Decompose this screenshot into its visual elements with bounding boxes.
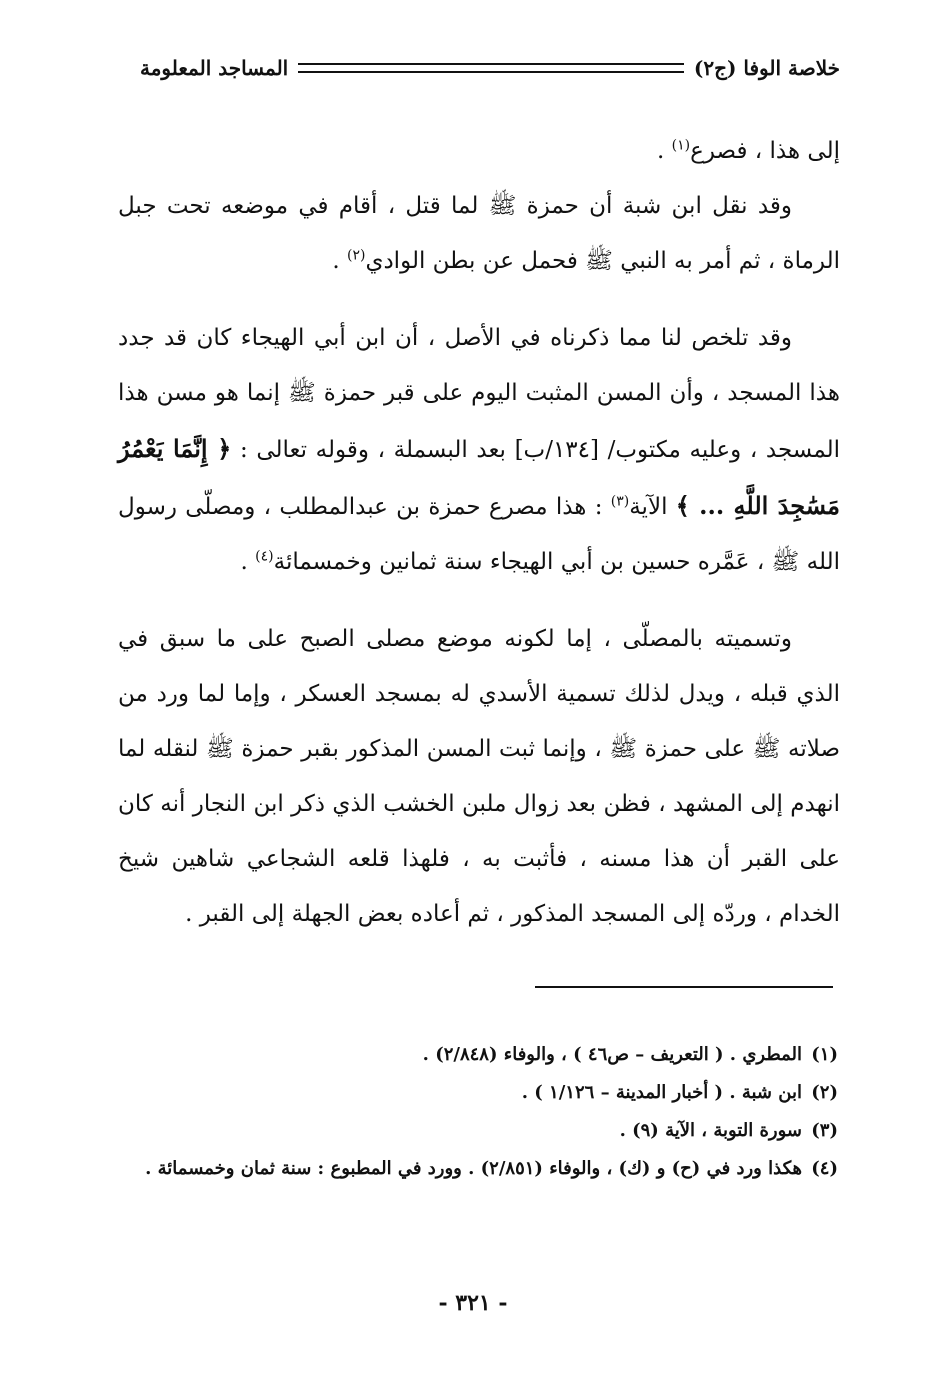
running-header bbox=[140, 48, 840, 88]
footnote-number: (٤) bbox=[811, 1158, 838, 1179]
footnotes bbox=[118, 1040, 838, 1192]
footnote-ref-3: (٣) bbox=[610, 493, 630, 510]
paragraph-3-text-a: وقد تلخص لنا مما ذكرناه في الأصل ، أن ابن أبي الهيجاء كان قد جدد هذا المسجد ، وأن المسن المثبت اليوم على قبر حمزة ﷺ إنما هو مسن هذا المسجد ، وعليه مكتوب/ [١٣٤/ب] بعد البسملة ، وقوله تعالى : bbox=[118, 325, 841, 463]
footnote-item bbox=[118, 1154, 838, 1192]
main-text bbox=[118, 124, 840, 942]
paragraph-4-text: وتسميته بالمصلّى ، إما لكونه موضع مصلى الصبح على ما سبق في الذي قبله ، ويدل لذلك تسمية الأسدي له بمسجد العسكر ، وإما لما ورد من صلاته ﷺ على حمزة ﷺ ، وإنما ثبت المسن المذكور بقبر حمزة ﷺ لنقله لما انهدم إلى المشهد ، فظن بعد زوال ملبن الخشب الذي ذكر ابن النجار أنه كان على القبر أن هذا مسنه ، فأثبت به ، فلهذا قلعه الشجاعي شاهين شيخ الخدام ، وردّه إلى المسجد المذكور ، ثم أعاده بعض الجهلة إلى القبر . bbox=[118, 626, 840, 927]
header-double-rule bbox=[298, 63, 684, 73]
footnote-text: سورة التوبة ، الآية (٩) . bbox=[619, 1120, 802, 1141]
footnote-separator bbox=[535, 986, 833, 988]
paragraph-2-text: وقد نقل ابن شبة أن حمزة ﷺ لما قتل ، أقام في موضعه تحت جبل الرماة ، ثم أمر به النبي ﷺ فحمل عن بطن الوادي bbox=[118, 193, 840, 274]
paragraph-3-text-b: الآية bbox=[629, 494, 668, 520]
paragraph-2 bbox=[118, 179, 840, 289]
footnote-item bbox=[118, 1040, 838, 1078]
paragraph-2-end: . bbox=[332, 248, 347, 274]
page-number: - ٣٢١ - bbox=[438, 1290, 508, 1316]
paragraph-3-end: . bbox=[240, 549, 256, 575]
footnote-ref-2: (٢) bbox=[346, 247, 366, 264]
book-title: خلاصة الوفا (ج٢) bbox=[693, 56, 840, 80]
paragraph-1 bbox=[118, 124, 840, 179]
footnote-item bbox=[118, 1116, 838, 1154]
footnote-ref-1: (١) bbox=[671, 137, 691, 154]
paragraph-3 bbox=[118, 311, 840, 590]
paragraph-4 bbox=[118, 612, 840, 942]
paragraph-3-text-c: : هذا مصرع حمزة بن عبدالمطلب ، ومصلّى رسول الله ﷺ ، عَمَّره حسين بن أبي الهيجاء سنة ثمانين وخمسمائة bbox=[118, 494, 840, 575]
quran-verse: ﴿ إِنَّمَا يَعْمُرُ مَسَٰجِدَ اللَّهِ ... ﴾ bbox=[118, 434, 840, 520]
footnote-number: (١) bbox=[811, 1044, 838, 1065]
paragraph-1-text: إلى هذا ، فصرع bbox=[690, 138, 840, 164]
paragraph-1-end: . bbox=[657, 138, 672, 164]
footnote-text: المطري . ( التعريف – ص٤٦ ) ، والوفاء (٢/٨٤٨) . bbox=[422, 1044, 802, 1065]
footnote-text: ابن شبة . ( أخبار المدينة – ١/١٢٦ ) . bbox=[521, 1082, 802, 1103]
footnote-number: (٣) bbox=[811, 1120, 838, 1141]
footnote-number: (٢) bbox=[811, 1082, 838, 1103]
footnote-text: هكذا ورد في (ح) و (ك) ، والوفاء (٢/٨٥١) . وورد في المطبوع : سنة ثمان وخمسمائة . bbox=[145, 1158, 802, 1179]
footnote-ref-4: (٤) bbox=[255, 548, 274, 565]
section-title: المساجد المعلومة bbox=[140, 56, 289, 80]
footnote-item bbox=[118, 1078, 838, 1116]
